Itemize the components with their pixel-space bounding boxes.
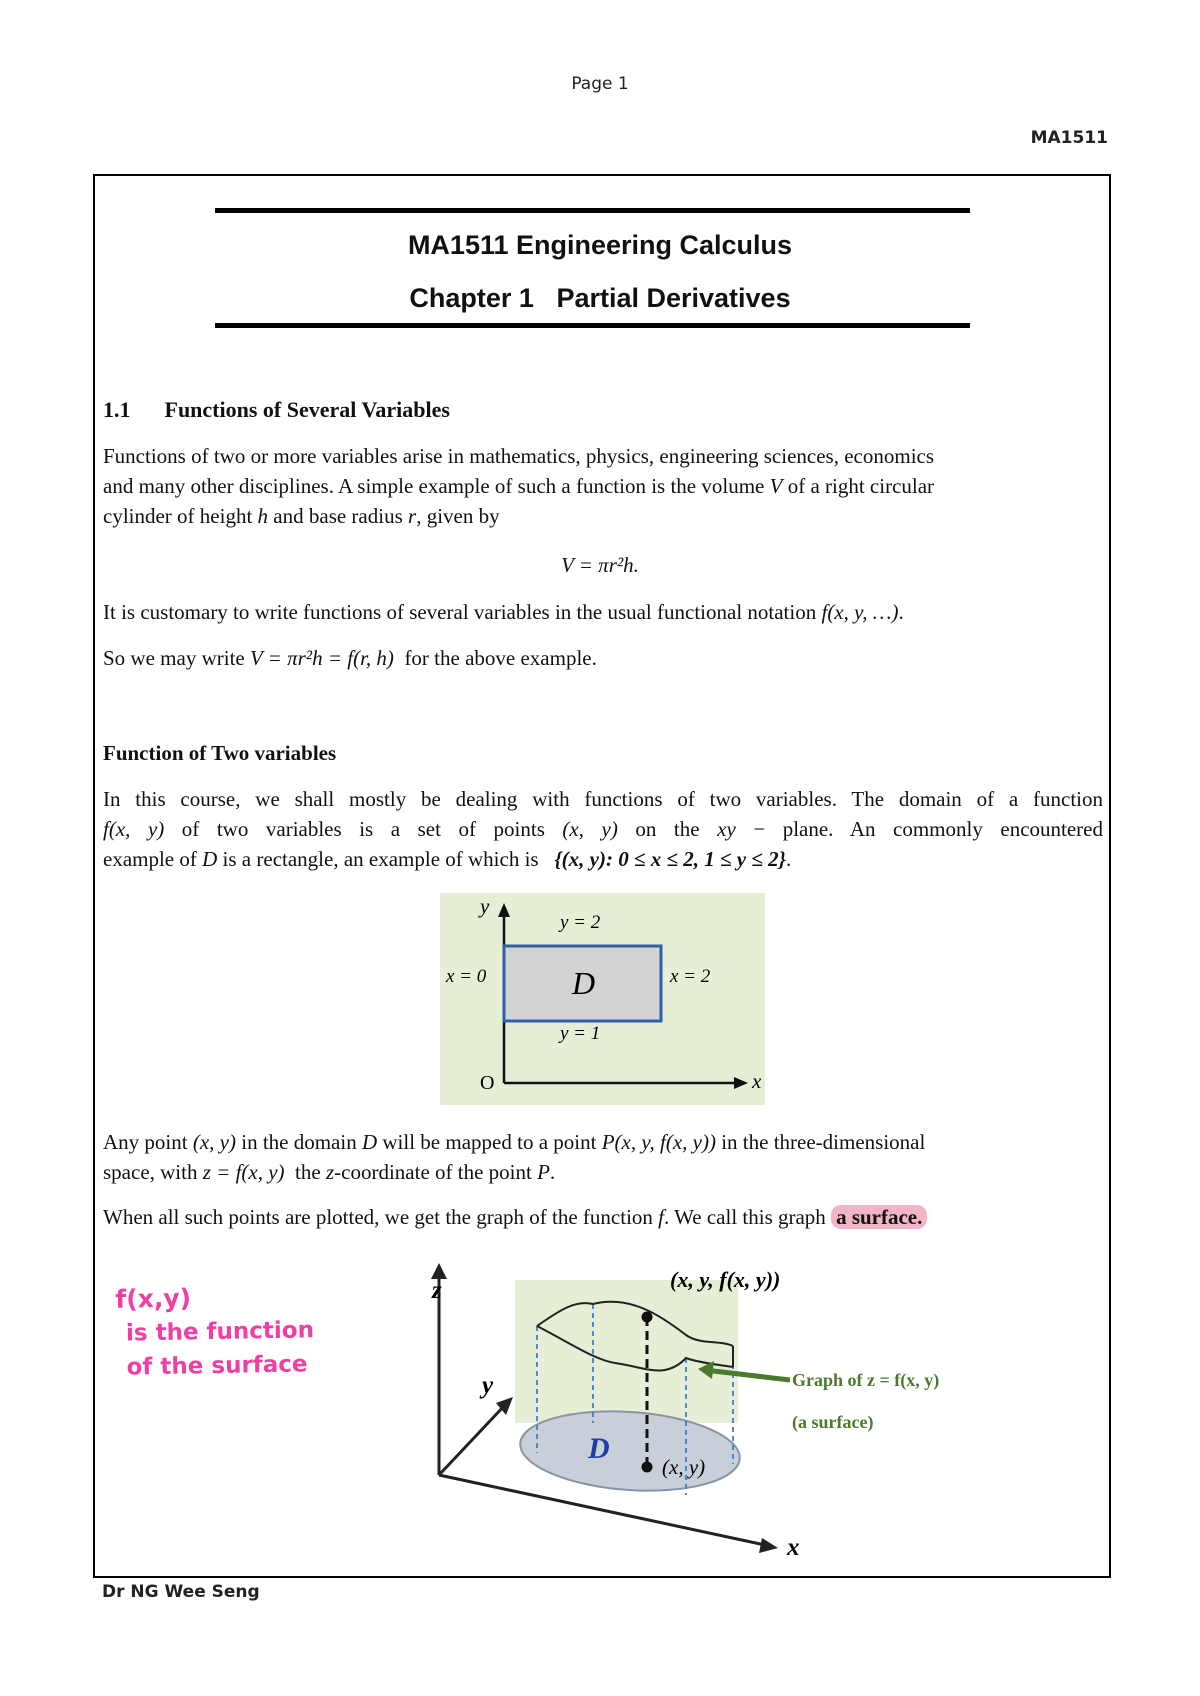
fig1-y-label: y [480,894,490,918]
paragraph-line: In this course, we shall mostly be dealing with functions of two variables. The domain of a function [103,787,1103,811]
course-code: MA1511 [1030,128,1108,148]
section-number: 1.1 [103,397,131,422]
paragraph-line: space, with z = f(x, y) the z-coordinate of the point P. [103,1160,556,1184]
handwritten-annotation [115,1279,315,1384]
fig1-x-label: x [752,1069,762,1093]
paragraph-intro [103,441,1103,531]
title-rule-top [215,208,970,213]
fig2-x-label: x [787,1534,800,1560]
document-title: MA1511 Engineering Calculus [407,230,793,260]
surface-backdrop [515,1280,738,1423]
subheading: Function of Two variables [103,741,337,765]
paragraph-surface: When all such points are plotted, we get the graph of the function f. We call this graph a surface. [103,1202,1103,1232]
fig2-region-label: D [588,1432,610,1465]
left-edge-label: x = 0 [446,966,487,987]
highlighted-term: a surface. [831,1205,927,1229]
surface-figure [400,1255,1020,1560]
base-point [642,1462,653,1473]
origin-label: O [480,1072,495,1094]
page-number: Page 1 [571,74,629,94]
fig2-y-label: y [482,1372,494,1399]
chapter-title: Chapter 1 Partial Derivatives [409,283,791,313]
annotation-line: f(x,y) [115,1283,192,1314]
paragraph-example: So we may write V = πr²h = f(r, h) for the above example. [103,646,597,670]
annotation-line: of the surface [126,1351,308,1381]
paragraph-line: cylinder of height h and base radius r, given by [103,504,500,528]
paragraph-line: and many other disciplines. A simple example of such a function is the volume V of a right circular [103,474,935,498]
author-footer: Dr NG Wee Seng [102,1582,260,1602]
section-heading [103,395,1103,425]
base-point-label: (x, y) [662,1455,706,1479]
graph-label: Graph of z = f(x, y) [792,1370,940,1390]
paragraph-notation: It is customary to write functions of several variables in the usual functional notation f(x, y, …). [103,600,904,624]
fig2-z-label: z [432,1277,442,1304]
annotation-line: is the function [125,1317,315,1347]
section-title: Functions of Several Variables [164,397,450,422]
volume-equation: V = πr²h. [561,553,639,577]
bottom-edge-label: y = 1 [560,1023,601,1044]
paragraph-line: example of D is a rectangle, an example of which is {(x, y): 0 ≤ x ≤ 2, 1 ≤ y ≤ 2}. [103,847,792,871]
surface-label: (a surface) [792,1412,874,1432]
paragraph-mapping [103,1127,1103,1187]
region-label: D [572,965,596,1001]
title-rule-bottom [215,323,970,328]
paragraph-domain [103,784,1103,874]
y-axis-3d [439,1405,505,1475]
surface-point-label: (x, y, f(x, y)) [670,1267,781,1292]
domain-figure [440,893,765,1105]
paragraph-line: Functions of two or more variables arise in mathematics, physics, engineering sciences, economics [103,444,935,468]
x-axis-3d-arrow-icon [759,1538,778,1553]
top-edge-label: y = 2 [560,912,601,933]
paragraph-line: f(x, y) of two variables is a set of points (x, y) on the xy − plane. An commonly encountered [103,817,1103,841]
surface-point [642,1312,653,1323]
paragraph-line: Any point (x, y) in the domain D will be mapped to a point P(x, y, f(x, y)) in the three-dimensional [103,1130,926,1154]
right-edge-label: x = 2 [670,966,711,987]
